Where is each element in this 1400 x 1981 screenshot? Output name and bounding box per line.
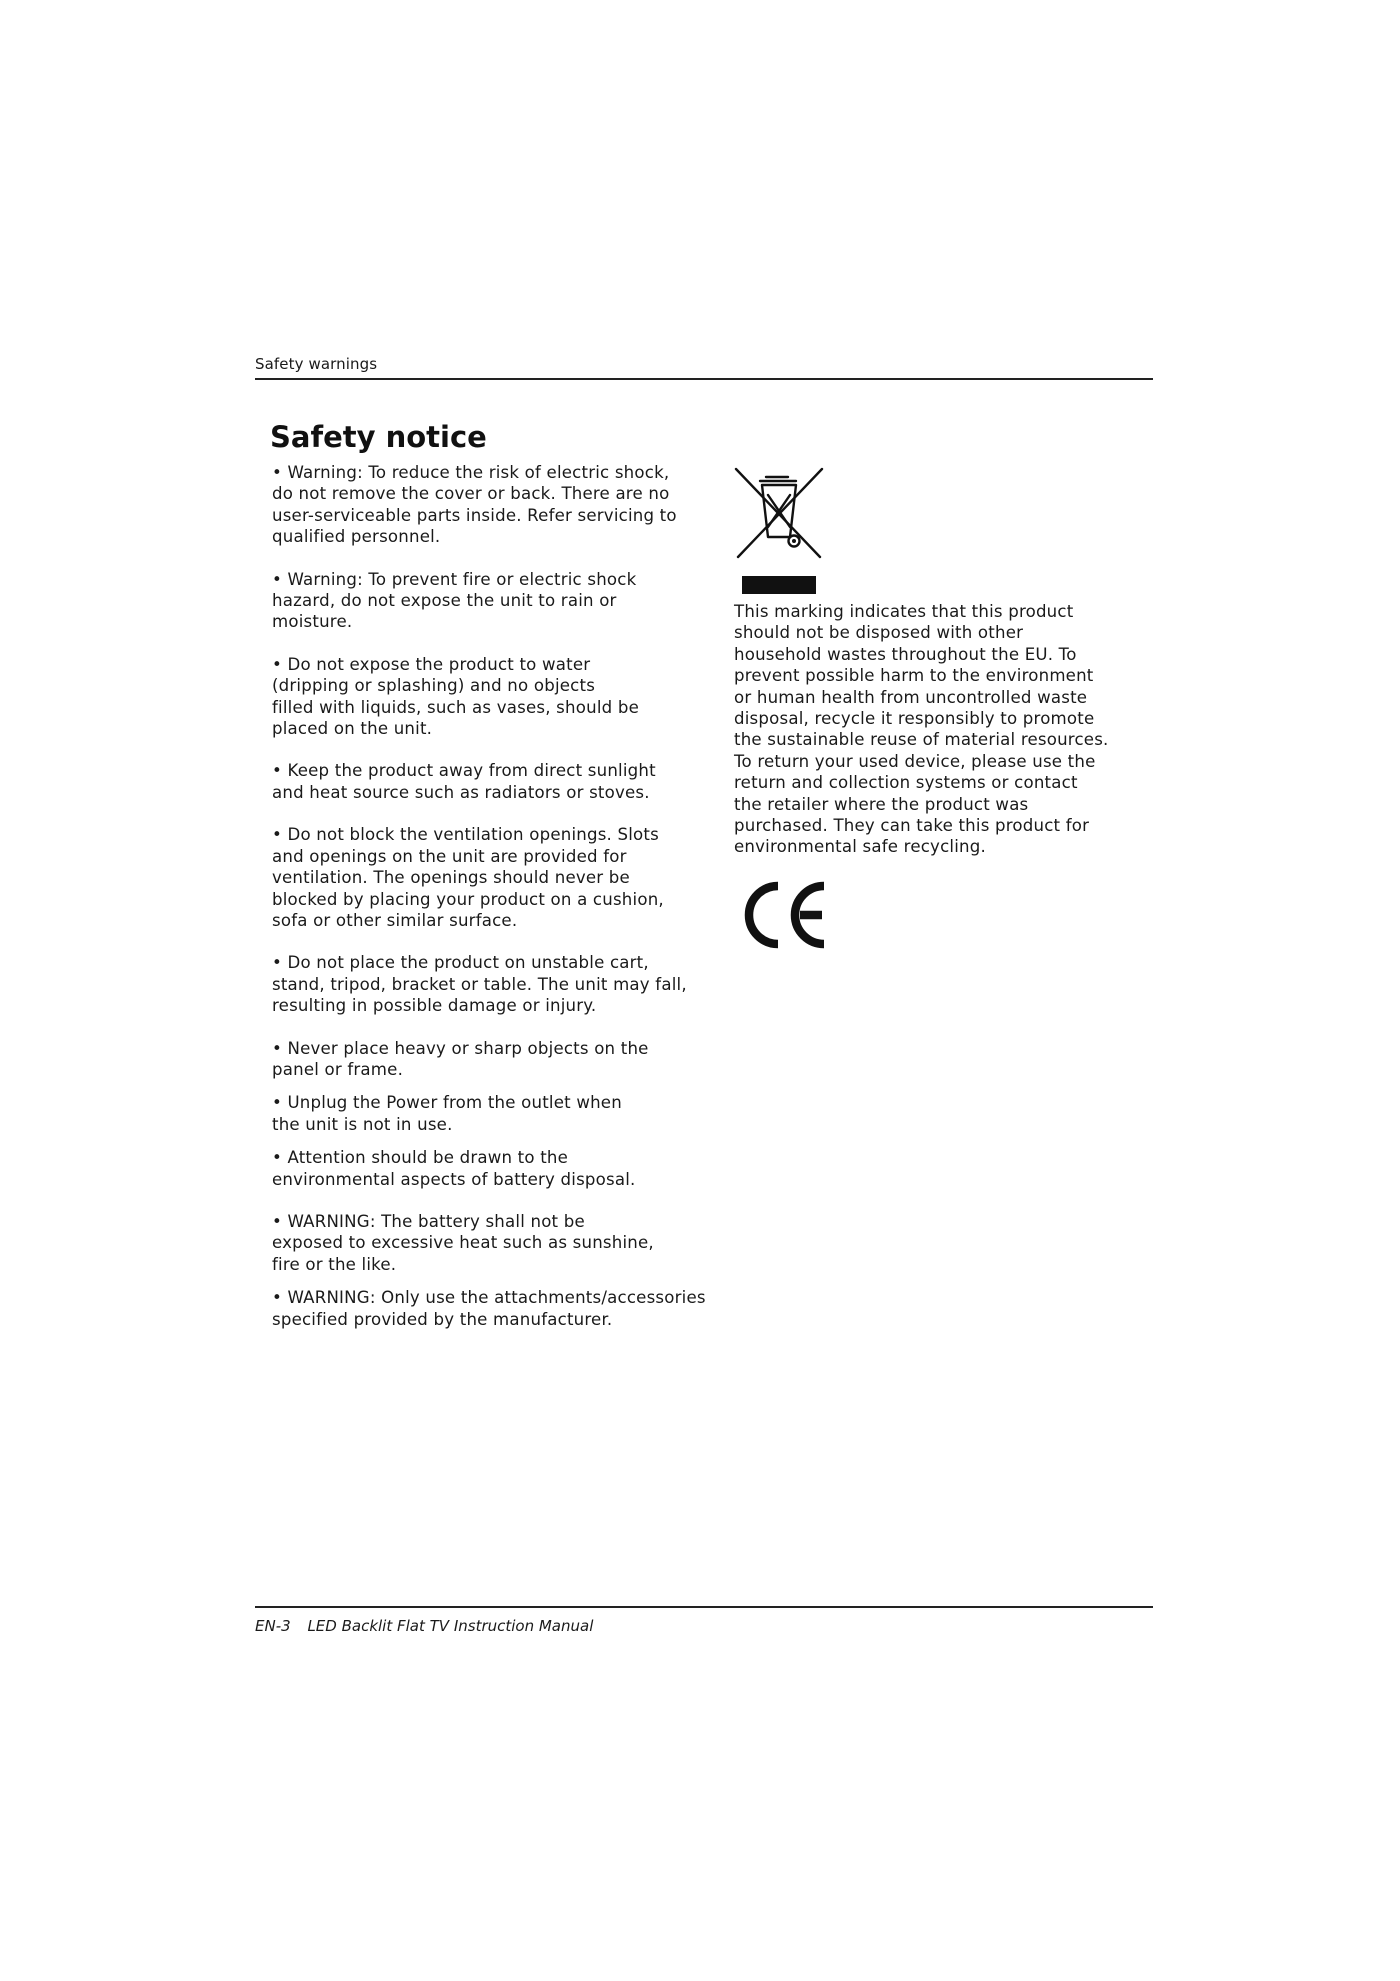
notice-ventilation: • Do not block the ventilation openings. Slots and openings on the unit are provided for ventilation. The openings should never be blocked by placing your product on a cushion, sofa or other similar surface. (272, 825, 664, 930)
notice-battery-disposal: • Attention should be drawn to the environmental aspects of battery disposal. (272, 1148, 636, 1189)
page-footer (255, 1617, 593, 1635)
page-title: Safety notice (270, 420, 487, 454)
notice-water-exposure: • Do not expose the product to water (dripping or splashing) and no objects filled with liquids, such as vases, should be placed on the unit. (272, 654, 639, 739)
weee-section (734, 467, 1114, 950)
notice-heavy-objects: • Never place heavy or sharp objects on the panel or frame. (272, 1038, 649, 1079)
safety-notice-list (272, 462, 717, 1330)
crossed-out-wheelie-bin-icon (734, 467, 824, 559)
page-number: EN-3 (255, 1617, 291, 1635)
weee-underline-bar (742, 576, 816, 594)
notice-accessories: • WARNING: Only use the attachments/accessories specified provided by the manufacturer. (272, 1288, 706, 1329)
notice-unplug-power: • Unplug the Power from the outlet when the unit is not in use. (272, 1093, 622, 1134)
notice-battery-heat: • WARNING: The battery shall not be exposed to excessive heat such as sunshine, fire or the like. (272, 1211, 654, 1274)
weee-disposal-text: This marking indicates that this product should not be disposed with other household wastes throughout the EU. To prevent possible harm to the environment or human health from uncontrolled waste disposal, recycle it responsibly to promote the sustainable reuse of material resources. To return your used device, please use the return and collection systems or contact the retailer where the product was purchased. They can take this product for environmental safe recycling. (734, 602, 1109, 857)
notice-electric-shock: • Warning: To reduce the risk of electric shock, do not remove the cover or back. There are no user-serviceable parts inside. Refer servicing to qualified personnel. (272, 463, 677, 547)
notice-unstable-surface: • Do not place the product on unstable cart, stand, tripod, bracket or table. The unit may fall, resulting in possible damage or injury. (272, 953, 687, 1016)
notice-sunlight-heat: • Keep the product away from direct sunlight and heat source such as radiators or stoves. (272, 761, 656, 802)
ce-mark-icon (742, 880, 834, 950)
section-header-label: Safety warnings (255, 355, 378, 373)
notice-fire-hazard: • Warning: To prevent fire or electric shock hazard, do not expose the unit to rain or moisture. (272, 569, 637, 632)
manual-title: LED Backlit Flat TV Instruction Manual (307, 1617, 594, 1635)
footer-divider (255, 1606, 1153, 1608)
header-divider (255, 378, 1153, 380)
